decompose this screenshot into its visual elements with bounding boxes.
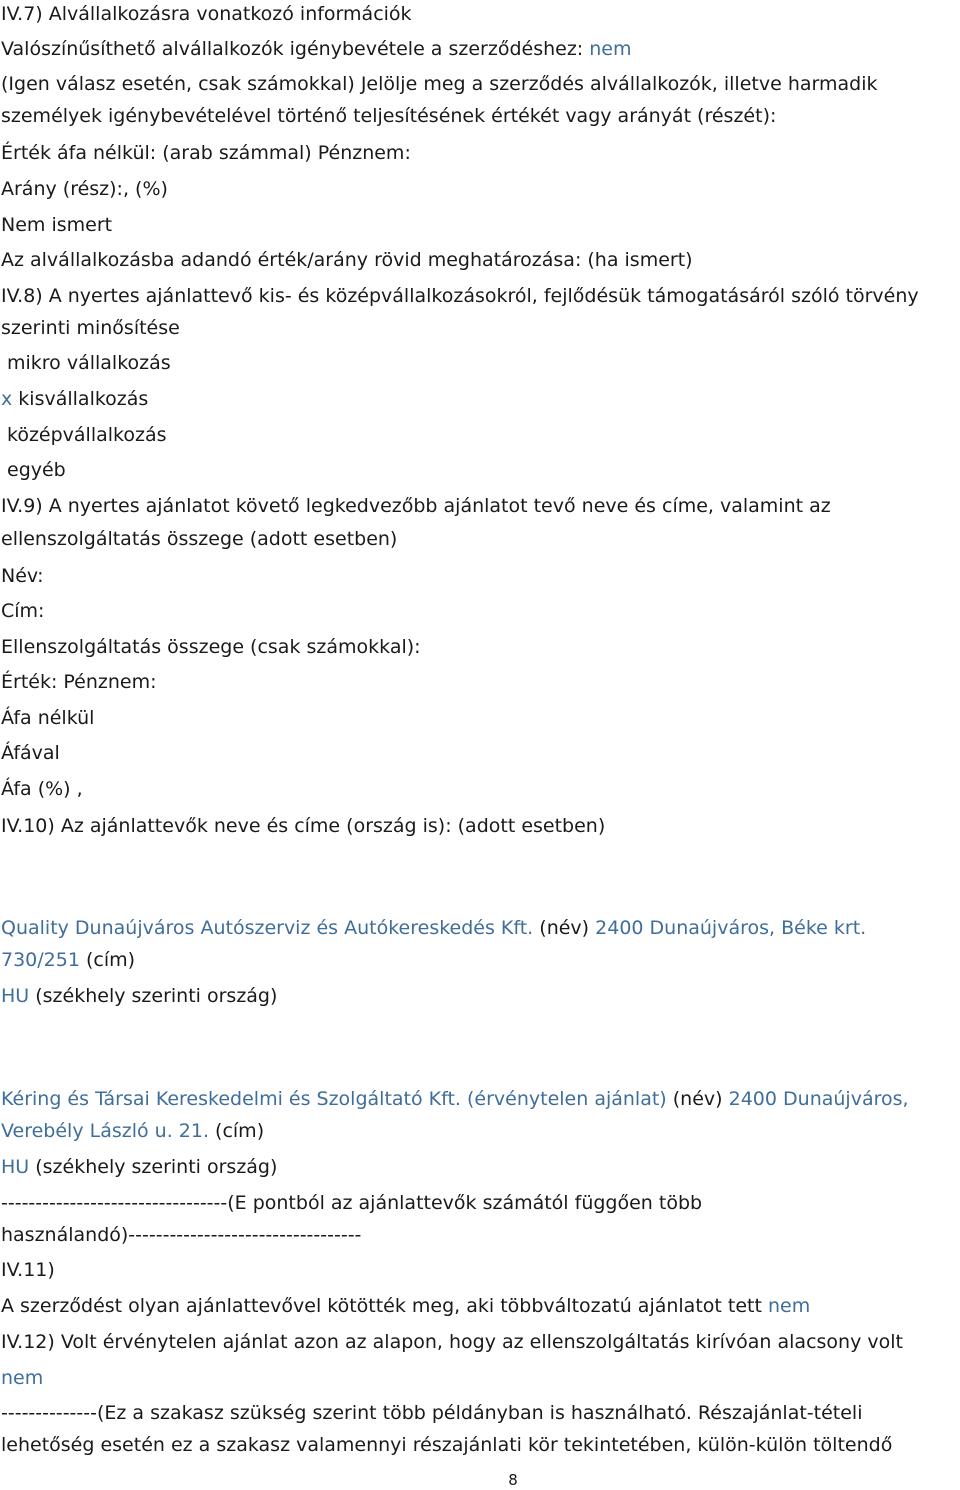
bidder-2-name-line: [1, 1087, 909, 1111]
bidder-address: 730/251: [1, 949, 80, 971]
subcontract-value-line: Érték áfa nélkül: (arab számmal) Pénznem:: [1, 142, 411, 164]
classification-label: egyéb: [7, 459, 66, 481]
variant-offer-line: [1, 1294, 810, 1318]
bidder-country-tag: (székhely szerinti ország): [35, 985, 278, 1007]
runner-up-name: Név:: [1, 565, 44, 587]
bidder-address-tag: (cím): [215, 1120, 265, 1142]
bidder-1-country-line: [1, 984, 277, 1008]
section-iv9-heading-1: IV.9) A nyertes ajánlatot követő legkedvezőbb ajánlatot tevő neve és címe, valamint az: [1, 495, 831, 517]
bidder-country: HU: [1, 985, 30, 1007]
bidder-address: 2400 Dunaújváros, Béke krt.: [595, 917, 867, 939]
classification-option-micro: [1, 351, 171, 375]
variant-offer-text: A szerződést olyan ajánlattevővel kötötték meg, aki többváltozatú ajánlatot tett: [1, 1295, 762, 1317]
section-iv11-heading: IV.11): [1, 1259, 55, 1281]
bidder-country: HU: [1, 1156, 30, 1178]
section-iv12-value: nem: [1, 1367, 44, 1389]
runner-up-excl-vat: Áfa nélkül: [1, 707, 95, 729]
subcontract-short-desc: Az alvállalkozásba adandó érték/arány rövid meghatározása: (ha ismert): [1, 249, 693, 271]
subcontract-instruction-1: (Igen válasz esetén, csak számokkal) Jelölje meg a szerződés alvállalkozók, illetve harmadik: [1, 73, 878, 95]
bidder-name: Kéring és Társai Kereskedelmi és Szolgáltató Kft. (érvénytelen ajánlat): [1, 1088, 667, 1110]
bidder-name-tag: (név): [672, 1088, 723, 1110]
bidder-address-tag: (cím): [85, 949, 136, 971]
bidder-2-address-line: [1, 1119, 264, 1143]
classification-label: kisvállalkozás: [18, 388, 149, 410]
bidder-1-address-line: [1, 948, 135, 972]
bidder-1-name-line: [1, 916, 866, 940]
variant-offer-value: nem: [767, 1295, 811, 1317]
section-iv12-text: IV.12) Volt érvénytelen ajánlat azon az alapon, hogy az ellenszolgáltatás kirívóan alacsony volt: [1, 1331, 903, 1353]
bidders-note-2: használandó)----------------------------------: [1, 1224, 362, 1246]
subcontract-likely-label: Valószínűsíthető alvállalkozók igénybevétele a szerződéshez:: [1, 38, 584, 60]
bidder-name-tag: (név): [539, 917, 590, 939]
runner-up-address: Cím:: [1, 600, 45, 622]
bidder-address: 2400 Dunaújváros,: [728, 1088, 909, 1110]
subcontract-ratio-line: Arány (rész):, (%): [1, 178, 168, 200]
runner-up-value-currency: Érték: Pénznem:: [1, 671, 157, 693]
bidder-address: Verebély László u. 21.: [1, 1120, 209, 1142]
classification-label: mikro vállalkozás: [7, 352, 171, 374]
runner-up-incl-vat: Áfával: [1, 742, 60, 764]
classification-option-small: [1, 387, 148, 411]
subcontract-likely-line: [1, 37, 632, 61]
classification-mark: x: [1, 388, 13, 410]
closing-note-2: lehetőség esetén ez a szakasz valamennyi részajánlati kör tekintetében, külön-külön töltendő: [1, 1434, 893, 1456]
bidder-country-tag: (székhely szerinti ország): [35, 1156, 278, 1178]
section-iv10-heading: IV.10) Az ajánlattevők neve és címe (ország is): (adott esetben): [1, 815, 606, 837]
classification-label: középvállalkozás: [7, 424, 167, 446]
classification-option-medium: [1, 423, 167, 447]
bidders-note-1: ---------------------------------(E pontból az ajánlattevők számától függően több: [1, 1192, 703, 1214]
runner-up-vat-pct: Áfa (%) ,: [1, 778, 83, 800]
subcontract-unknown: Nem ismert: [1, 214, 113, 236]
bidder-2-country-line: [1, 1155, 277, 1179]
bidder-name: Quality Dunaújváros Autószerviz és Autókereskedés Kft.: [1, 917, 534, 939]
runner-up-amount: Ellenszolgáltatás összege (csak számokkal):: [1, 636, 421, 658]
section-iv8-heading-1: IV.8) A nyertes ajánlattevő kis- és középvállalkozásokról, fejlődésük támogatásáról szóló törvény: [1, 285, 919, 307]
section-iv9-heading-2: ellenszolgáltatás összege (adott esetben): [1, 528, 398, 550]
classification-option-other: [1, 458, 66, 482]
closing-note-1: --------------(Ez a szakasz szükség szerint több példányban is használható. Részajánlat-tételi: [1, 1402, 863, 1424]
section-iv8-heading-2: szerinti minősítése: [1, 317, 180, 339]
subcontract-likely-value: nem: [589, 38, 632, 60]
subcontract-instruction-2: személyek igénybevételével történő teljesítésének értékét vagy arányát (részét):: [1, 105, 777, 127]
page-number: 8: [508, 1471, 518, 1489]
section-iv7-heading: IV.7) Alvállalkozásra vonatkozó információk: [1, 3, 412, 25]
